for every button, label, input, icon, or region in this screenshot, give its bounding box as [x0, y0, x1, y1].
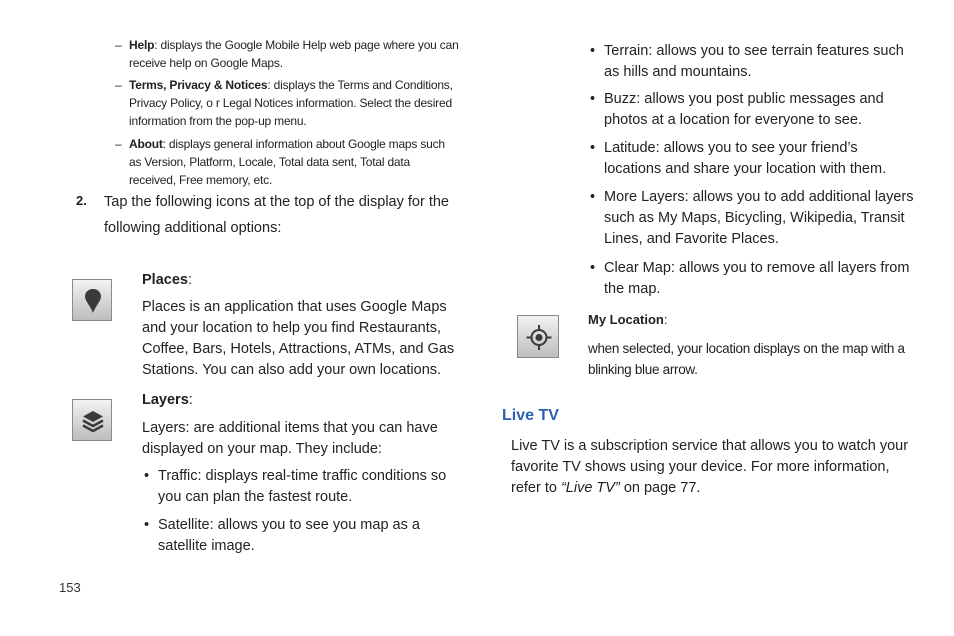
- subitem-text: : displays the Google Mobile Help web page where you can receive help on Google Maps.: [129, 38, 459, 70]
- layers-bullet-latitude: • Latitude: allows you to see your friend’s locations and share your location with them.: [590, 140, 887, 177]
- layers-bullet-clear-map: • Clear Map: allows you to remove all layers from the map.: [590, 260, 910, 297]
- subitem-term: About: [129, 137, 163, 151]
- subitem-term: Terms, Privacy & Notices: [129, 78, 268, 92]
- dash-marker: –: [115, 78, 122, 92]
- my-location-icon: [517, 315, 559, 358]
- bullet-marker: •: [590, 140, 596, 156]
- places-icon: [72, 279, 112, 321]
- dash-marker: –: [115, 38, 122, 52]
- layers-bullet-satellite: • Satellite: allows you to see you map as a satellite image.: [144, 517, 420, 554]
- live-tv-link[interactable]: “Live TV”: [560, 480, 620, 496]
- bullet-marker: •: [144, 468, 150, 484]
- layers-description: Layers: are additional items that you can have displayed on your map. They include:: [142, 420, 438, 457]
- layers-bullet-traffic: • Traffic: displays real-time traffic conditions so you can plan the fastest route.: [144, 468, 447, 505]
- subitem-about: [115, 135, 449, 189]
- bullet-marker: •: [590, 189, 596, 205]
- bullet-marker: •: [590, 91, 596, 107]
- step-number: 2.: [76, 193, 87, 208]
- layers-bullet-terrain: • Terrain: allows you to see terrain features such as hills and mountains.: [590, 43, 904, 80]
- bullet-marker: •: [590, 43, 596, 59]
- live-tv-heading: Live TV: [502, 407, 559, 424]
- layers-icon: [72, 399, 112, 441]
- my-location-title: My Location:: [588, 312, 668, 327]
- my-location-description: when selected, your location displays on the map with a blinking blue arrow.: [588, 341, 905, 377]
- layers-title: Layers:: [142, 392, 193, 408]
- subitem-text: : displays general information about Google maps such as Version, Platform, Locale, Total data sent, Total data received, Free memory, etc.: [129, 137, 445, 187]
- layers-bullet-more-layers: • More Layers: allows you to add additional layers such as My Maps, Bicycling, Wikipedia, Transit Lines, and Favorite Places.: [590, 189, 914, 247]
- bullet-marker: •: [144, 517, 150, 533]
- step-text-line2: following additional options:: [104, 220, 282, 236]
- layers-bullet-buzz: • Buzz: allows you post public messages and photos at a location for everyone to see.: [590, 91, 884, 128]
- page-number: 153: [59, 580, 81, 595]
- dash-marker: –: [115, 137, 122, 151]
- bullet-marker: •: [590, 260, 596, 276]
- live-tv-paragraph: Live TV is a subscription service that allows you to watch your favorite TV shows using your device. For more information, refer to “Live TV” on page 77.: [511, 438, 909, 496]
- subitem-term: Help: [129, 38, 155, 52]
- step-text-line1: Tap the following icons at the top of the display for the: [104, 194, 449, 210]
- subitem-help: [115, 36, 469, 72]
- places-title: Places:: [142, 272, 192, 288]
- subitem-terms: [115, 76, 469, 130]
- places-description: Places is an application that uses Google Maps and your location to help you find Restaurants, Coffee, Bars, Hotels, Attractions, ATMs, and Gas Stations. You can also add your own locations.: [142, 299, 455, 378]
- subitem-text: : displays the Terms and Conditions, Privacy Policy, o r Legal Notices information. Select the desired information from the pop-up menu.: [129, 78, 453, 128]
